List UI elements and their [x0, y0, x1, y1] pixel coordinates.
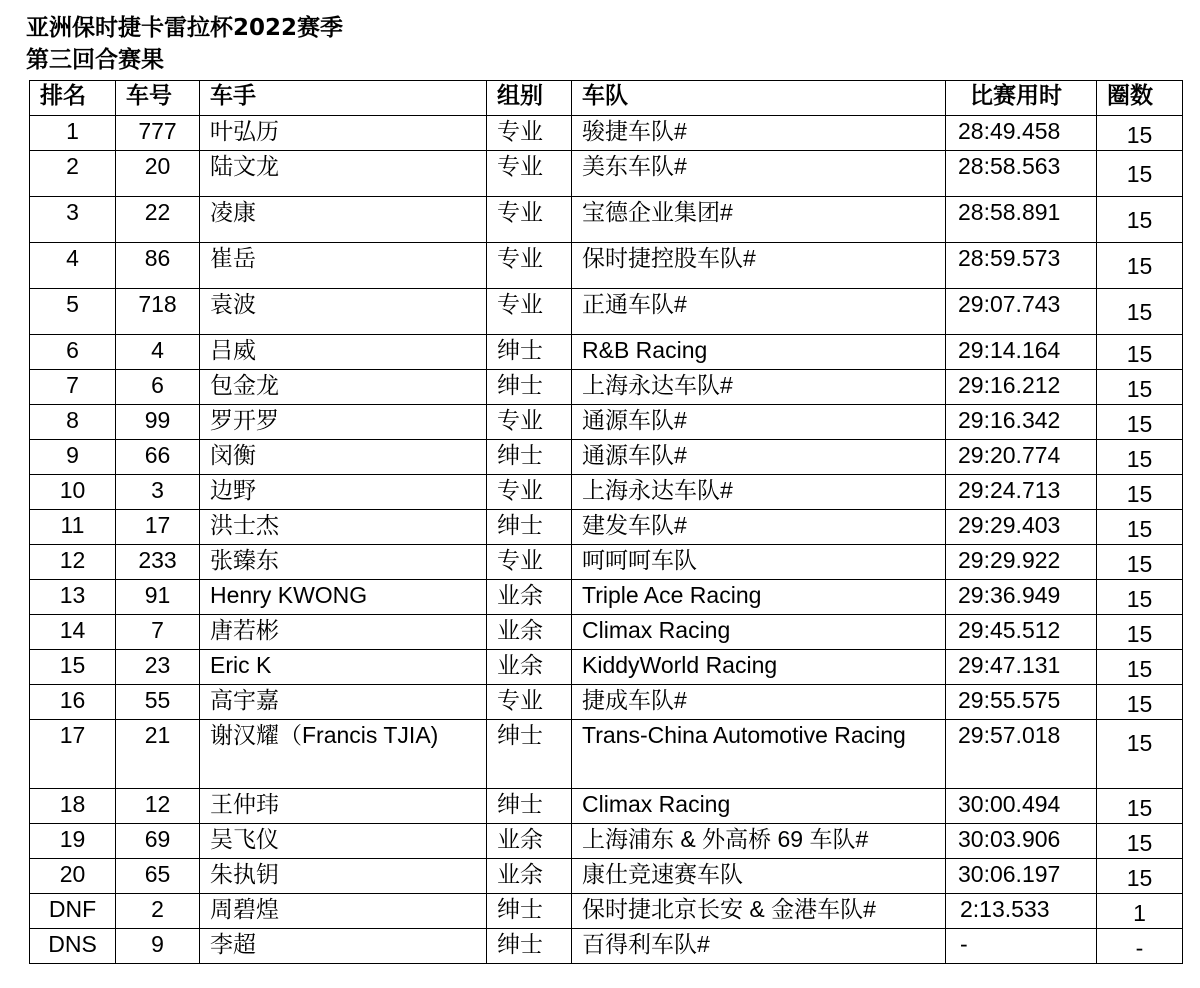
cell-class: 业余 [487, 580, 572, 615]
header-race-time: 比赛用时 [946, 81, 1097, 116]
cell-laps: 15 [1097, 615, 1183, 650]
cell-class: 专业 [487, 405, 572, 440]
cell-rank: 17 [30, 720, 116, 789]
cell-team: 上海浦东 & 外高桥 69 车队# [572, 824, 946, 859]
table-row [30, 510, 1183, 545]
table-row [30, 580, 1183, 615]
cell-rank: 6 [30, 335, 116, 370]
cell-race-time: 30:00.494 [946, 789, 1097, 824]
cell-driver: 罗开罗 [200, 405, 487, 440]
cell-car-number: 66 [116, 440, 200, 475]
cell-class: 绅士 [487, 789, 572, 824]
cell-car-number: 12 [116, 789, 200, 824]
table-row [30, 650, 1183, 685]
cell-race-time: 29:36.949 [946, 580, 1097, 615]
header-car-number: 车号 [116, 81, 200, 116]
cell-rank: 8 [30, 405, 116, 440]
cell-car-number: 4 [116, 335, 200, 370]
cell-race-time: 29:24.713 [946, 475, 1097, 510]
title-line-2: 第三回合赛果 [26, 47, 164, 73]
cell-driver: 边野 [200, 475, 487, 510]
cell-car-number: 22 [116, 197, 200, 243]
cell-laps: 15 [1097, 243, 1183, 289]
table-row [30, 789, 1183, 824]
cell-team: R&B Racing [572, 335, 946, 370]
cell-race-time: 30:03.906 [946, 824, 1097, 859]
cell-driver: 王仲玮 [200, 789, 487, 824]
cell-rank: 16 [30, 685, 116, 720]
cell-class: 专业 [487, 545, 572, 580]
cell-car-number: 6 [116, 370, 200, 405]
cell-team: 百得利车队# [572, 929, 946, 964]
cell-team: 通源车队# [572, 405, 946, 440]
cell-laps: 15 [1097, 859, 1183, 894]
cell-driver: 张臻东 [200, 545, 487, 580]
cell-class: 专业 [487, 116, 572, 151]
cell-car-number: 17 [116, 510, 200, 545]
cell-laps: 15 [1097, 370, 1183, 405]
table-row [30, 116, 1183, 151]
cell-team: 上海永达车队# [572, 475, 946, 510]
table-row [30, 894, 1183, 929]
cell-race-time: 28:58.563 [946, 151, 1097, 197]
cell-team: 美东车队# [572, 151, 946, 197]
table-row [30, 615, 1183, 650]
cell-rank: 1 [30, 116, 116, 151]
cell-class: 业余 [487, 859, 572, 894]
cell-driver: 崔岳 [200, 243, 487, 289]
cell-race-time: 29:07.743 [946, 289, 1097, 335]
cell-laps: 15 [1097, 335, 1183, 370]
table-row [30, 289, 1183, 335]
cell-driver: 李超 [200, 929, 487, 964]
cell-class: 业余 [487, 650, 572, 685]
table-row [30, 151, 1183, 197]
cell-rank: 15 [30, 650, 116, 685]
cell-team: 康仕竞速赛车队 [572, 859, 946, 894]
cell-rank: 2 [30, 151, 116, 197]
table-row [30, 405, 1183, 440]
cell-car-number: 233 [116, 545, 200, 580]
cell-race-time: 29:14.164 [946, 335, 1097, 370]
cell-laps: 15 [1097, 510, 1183, 545]
cell-class: 绅士 [487, 894, 572, 929]
table-body [30, 116, 1183, 964]
cell-rank: 13 [30, 580, 116, 615]
cell-car-number: 777 [116, 116, 200, 151]
table-row [30, 545, 1183, 580]
cell-team: Climax Racing [572, 789, 946, 824]
cell-rank: 7 [30, 370, 116, 405]
table-row [30, 243, 1183, 289]
cell-driver: 吴飞仪 [200, 824, 487, 859]
cell-team: 正通车队# [572, 289, 946, 335]
cell-laps: 15 [1097, 789, 1183, 824]
cell-rank: 20 [30, 859, 116, 894]
cell-rank: 4 [30, 243, 116, 289]
cell-race-time: 29:57.018 [946, 720, 1097, 789]
cell-race-time: 28:59.573 [946, 243, 1097, 289]
cell-car-number: 69 [116, 824, 200, 859]
cell-car-number: 91 [116, 580, 200, 615]
cell-race-time: 29:45.512 [946, 615, 1097, 650]
cell-team: 上海永达车队# [572, 370, 946, 405]
cell-car-number: 7 [116, 615, 200, 650]
header-class: 组别 [487, 81, 572, 116]
cell-driver: Henry KWONG [200, 580, 487, 615]
cell-laps: - [1097, 929, 1183, 964]
cell-rank: 9 [30, 440, 116, 475]
cell-driver: 袁波 [200, 289, 487, 335]
cell-class: 绅士 [487, 335, 572, 370]
cell-class: 业余 [487, 824, 572, 859]
cell-rank: 10 [30, 475, 116, 510]
cell-car-number: 3 [116, 475, 200, 510]
cell-race-time: 29:29.403 [946, 510, 1097, 545]
cell-race-time: 29:47.131 [946, 650, 1097, 685]
cell-race-time: 29:55.575 [946, 685, 1097, 720]
cell-driver: 凌康 [200, 197, 487, 243]
cell-rank: DNS [30, 929, 116, 964]
cell-team: 建发车队# [572, 510, 946, 545]
table-row [30, 859, 1183, 894]
cell-car-number: 55 [116, 685, 200, 720]
cell-rank: 14 [30, 615, 116, 650]
cell-laps: 15 [1097, 824, 1183, 859]
cell-car-number: 2 [116, 894, 200, 929]
cell-class: 专业 [487, 289, 572, 335]
title-line-1: 亚洲保时捷卡雷拉杯2022赛季 [26, 15, 344, 41]
cell-driver: 陆文龙 [200, 151, 487, 197]
cell-class: 专业 [487, 151, 572, 197]
header-laps: 圈数 [1097, 81, 1183, 116]
cell-class: 绅士 [487, 510, 572, 545]
cell-team: Climax Racing [572, 615, 946, 650]
cell-class: 专业 [487, 197, 572, 243]
document-title [26, 12, 343, 76]
cell-rank: 12 [30, 545, 116, 580]
cell-laps: 15 [1097, 116, 1183, 151]
table-row [30, 335, 1183, 370]
table-row [30, 824, 1183, 859]
cell-laps: 15 [1097, 580, 1183, 615]
cell-class: 绅士 [487, 929, 572, 964]
table-row [30, 197, 1183, 243]
cell-laps: 15 [1097, 720, 1183, 789]
cell-class: 专业 [487, 243, 572, 289]
cell-team: 保时捷控股车队# [572, 243, 946, 289]
cell-race-time: 29:20.774 [946, 440, 1097, 475]
table-row [30, 370, 1183, 405]
cell-race-time: 2:13.533 [946, 894, 1097, 929]
cell-driver: 闵衡 [200, 440, 487, 475]
cell-race-time: - [946, 929, 1097, 964]
cell-rank: 5 [30, 289, 116, 335]
cell-driver: 包金龙 [200, 370, 487, 405]
cell-laps: 15 [1097, 197, 1183, 243]
cell-driver: 叶弘历 [200, 116, 487, 151]
cell-driver: 洪士杰 [200, 510, 487, 545]
cell-rank: DNF [30, 894, 116, 929]
cell-team: 宝德企业集团# [572, 197, 946, 243]
cell-team: 保时捷北京长安 & 金港车队# [572, 894, 946, 929]
cell-rank: 11 [30, 510, 116, 545]
cell-rank: 18 [30, 789, 116, 824]
cell-driver: 高宇嘉 [200, 685, 487, 720]
cell-race-time: 28:58.891 [946, 197, 1097, 243]
cell-laps: 15 [1097, 289, 1183, 335]
cell-rank: 3 [30, 197, 116, 243]
cell-laps: 15 [1097, 685, 1183, 720]
cell-race-time: 29:29.922 [946, 545, 1097, 580]
cell-laps: 1 [1097, 894, 1183, 929]
cell-car-number: 20 [116, 151, 200, 197]
header-rank: 排名 [30, 81, 116, 116]
header-team: 车队 [572, 81, 946, 116]
cell-team: 呵呵呵车队 [572, 545, 946, 580]
table-row [30, 685, 1183, 720]
cell-team: Trans-China Automotive Racing [572, 720, 946, 789]
cell-laps: 15 [1097, 151, 1183, 197]
table-row [30, 929, 1183, 964]
cell-car-number: 9 [116, 929, 200, 964]
cell-race-time: 28:49.458 [946, 116, 1097, 151]
cell-car-number: 65 [116, 859, 200, 894]
cell-rank: 19 [30, 824, 116, 859]
cell-class: 绅士 [487, 440, 572, 475]
cell-car-number: 21 [116, 720, 200, 789]
cell-laps: 15 [1097, 650, 1183, 685]
cell-car-number: 99 [116, 405, 200, 440]
cell-race-time: 29:16.342 [946, 405, 1097, 440]
cell-class: 专业 [487, 475, 572, 510]
cell-driver: 唐若彬 [200, 615, 487, 650]
header-row [30, 81, 1183, 116]
cell-class: 绅士 [487, 370, 572, 405]
cell-driver: 吕威 [200, 335, 487, 370]
cell-driver: 朱执钥 [200, 859, 487, 894]
cell-team: KiddyWorld Racing [572, 650, 946, 685]
cell-team: 捷成车队# [572, 685, 946, 720]
cell-car-number: 23 [116, 650, 200, 685]
cell-laps: 15 [1097, 475, 1183, 510]
cell-race-time: 30:06.197 [946, 859, 1097, 894]
cell-driver: 周碧煌 [200, 894, 487, 929]
cell-team: 通源车队# [572, 440, 946, 475]
cell-car-number: 86 [116, 243, 200, 289]
cell-race-time: 29:16.212 [946, 370, 1097, 405]
table-row [30, 440, 1183, 475]
cell-class: 专业 [487, 685, 572, 720]
cell-car-number: 718 [116, 289, 200, 335]
header-driver: 车手 [200, 81, 487, 116]
cell-driver: Eric K [200, 650, 487, 685]
cell-laps: 15 [1097, 545, 1183, 580]
cell-laps: 15 [1097, 405, 1183, 440]
table-row [30, 720, 1183, 789]
cell-class: 绅士 [487, 720, 572, 789]
cell-driver: 谢汉耀（Francis TJIA) [200, 720, 487, 789]
cell-team: Triple Ace Racing [572, 580, 946, 615]
cell-team: 骏捷车队# [572, 116, 946, 151]
cell-laps: 15 [1097, 440, 1183, 475]
table-row [30, 475, 1183, 510]
cell-class: 业余 [487, 615, 572, 650]
results-table [29, 80, 1183, 964]
